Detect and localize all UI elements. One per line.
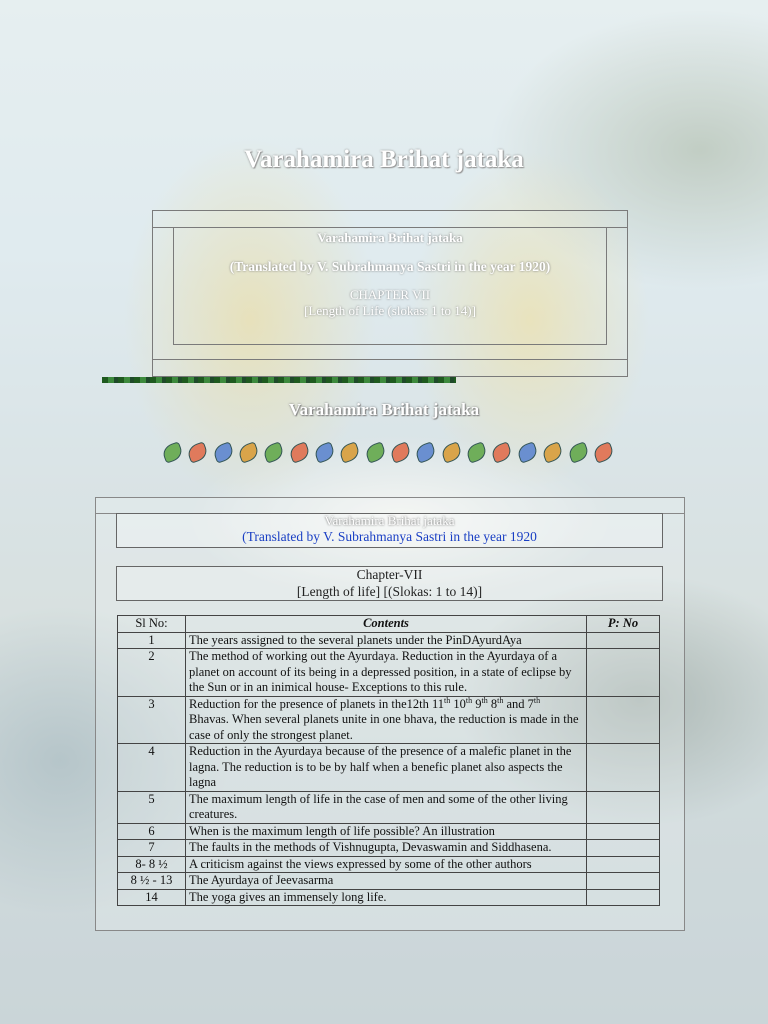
- row-contents: The Ayurdaya of Jeevasarma: [186, 873, 587, 890]
- leaf-icon: [186, 441, 210, 463]
- table-row: [118, 632, 660, 649]
- content-text: 8: [487, 696, 498, 711]
- leaf-icon: [161, 441, 185, 463]
- leaf-icon: [541, 441, 565, 463]
- leaf-icon: [592, 441, 616, 463]
- row-page-no: [587, 696, 660, 744]
- row-sl-no: 3: [118, 696, 186, 744]
- header-sl-no: Sl No:: [118, 616, 186, 633]
- header-contents: Contents: [186, 616, 587, 633]
- row-contents: The faults in the methods of Vishnugupta, Devaswamin and Siddhasena.: [186, 840, 587, 857]
- row-sl-no: 14: [118, 889, 186, 906]
- header-box-translation: (Translated by V. Subrahmanya Sastri in the year 1920): [229, 259, 551, 274]
- ordinal-suffix: th: [533, 695, 541, 705]
- row-page-no: [587, 744, 660, 792]
- table-header-row: [118, 616, 660, 633]
- contents-title-box: [116, 513, 663, 548]
- row-contents: The method of working out the Ayurdaya. Reduction in the Ayurdaya of a planet on account of its being in a depressed position, in a state of eclipse by the Sun or in an inimical house- Exceptions to this rule.: [186, 649, 587, 697]
- table-row: [118, 856, 660, 873]
- leaf-icon: [237, 441, 261, 463]
- row-page-no: [587, 649, 660, 697]
- header-box-divider: [153, 359, 627, 360]
- row-sl-no: 8 ½ - 13: [118, 873, 186, 890]
- row-contents: The years assigned to the several planets under the PinDAyurdAya: [186, 632, 587, 649]
- leaf-icon: [490, 441, 514, 463]
- header-box-length: [Length of Life (slokas: 1 to 14)]: [304, 303, 476, 318]
- row-contents: The maximum length of life in the case of men and some of the other living creatures.: [186, 791, 587, 823]
- row-page-no: [587, 873, 660, 890]
- row-sl-no: 4: [118, 744, 186, 792]
- content-text: Reduction for the presence of planets in the12th 11: [189, 696, 445, 711]
- leaf-icon: [439, 441, 463, 463]
- contents-title: Varahamira Brihat jataka: [324, 513, 455, 528]
- row-contents: Reduction in the Ayurdaya because of the presence of a malefic planet in the lagna. The reduction is to be by half when a benefic planet also aspects the lagna: [186, 744, 587, 792]
- table-row: [118, 889, 660, 906]
- leaf-icon: [465, 441, 489, 463]
- row-sl-no: 6: [118, 823, 186, 840]
- row-sl-no: 7: [118, 840, 186, 857]
- table-row: [118, 649, 660, 697]
- ordinal-suffix: th: [497, 695, 504, 705]
- header-box-inner: [173, 227, 607, 345]
- row-contents: When is the maximum length of life possible? An illustration: [186, 823, 587, 840]
- header-box: [152, 210, 628, 377]
- decorative-green-bar: [102, 377, 456, 383]
- row-sl-no: 8- 8 ½: [118, 856, 186, 873]
- table-row: [118, 696, 660, 744]
- header-box-title: Varahamira Brihat jataka: [317, 230, 463, 245]
- leaf-icon: [363, 441, 387, 463]
- leaf-border-decoration: [163, 442, 613, 462]
- leaf-icon: [338, 441, 362, 463]
- chapter-length: [Length of life] [(Slokas: 1 to 14)]: [296, 584, 483, 599]
- ordinal-suffix: th: [444, 695, 451, 705]
- chapter-box: [116, 566, 663, 601]
- leaf-icon: [313, 441, 337, 463]
- content-text: 9: [472, 696, 482, 711]
- row-page-no: [587, 791, 660, 823]
- content-text: and 7: [503, 696, 534, 711]
- leaf-icon: [566, 441, 590, 463]
- table-row: [118, 840, 660, 857]
- table-row: [118, 873, 660, 890]
- row-page-no: [587, 823, 660, 840]
- row-contents: The yoga gives an immensely long life.: [186, 889, 587, 906]
- page-title: Varahamira Brihat jataka: [244, 146, 524, 173]
- row-contents: [186, 696, 587, 744]
- header-page-no: P: No: [587, 616, 660, 633]
- row-sl-no: 2: [118, 649, 186, 697]
- table-row: [118, 744, 660, 792]
- row-page-no: [587, 856, 660, 873]
- row-sl-no: 1: [118, 632, 186, 649]
- chapter-label: Chapter-VII: [356, 567, 423, 582]
- table-row: [118, 823, 660, 840]
- ordinal-suffix: th: [481, 695, 488, 705]
- leaf-icon: [287, 441, 311, 463]
- contents-translation: (Translated by V. Subrahmanya Sastri in the year 1920: [242, 529, 537, 544]
- leaf-icon: [389, 441, 413, 463]
- leaf-icon: [515, 441, 539, 463]
- content-text: Bhavas. When several planets unite in one bhava, the reduction is made in the case of only the strongest planet.: [189, 712, 579, 742]
- leaf-icon: [211, 441, 235, 463]
- contents-table: [117, 615, 660, 906]
- content-text: 10: [450, 696, 466, 711]
- sub-title: Varahamira Brihat jataka: [288, 400, 480, 419]
- row-page-no: [587, 889, 660, 906]
- contents-frame: [95, 497, 685, 931]
- row-sl-no: 5: [118, 791, 186, 823]
- row-page-no: [587, 632, 660, 649]
- leaf-icon: [262, 441, 286, 463]
- header-box-chapter: CHAPTER VII: [349, 287, 431, 302]
- row-contents: A criticism against the views expressed by some of the other authors: [186, 856, 587, 873]
- leaf-icon: [414, 441, 438, 463]
- row-page-no: [587, 840, 660, 857]
- table-row: [118, 791, 660, 823]
- ordinal-suffix: th: [465, 695, 473, 705]
